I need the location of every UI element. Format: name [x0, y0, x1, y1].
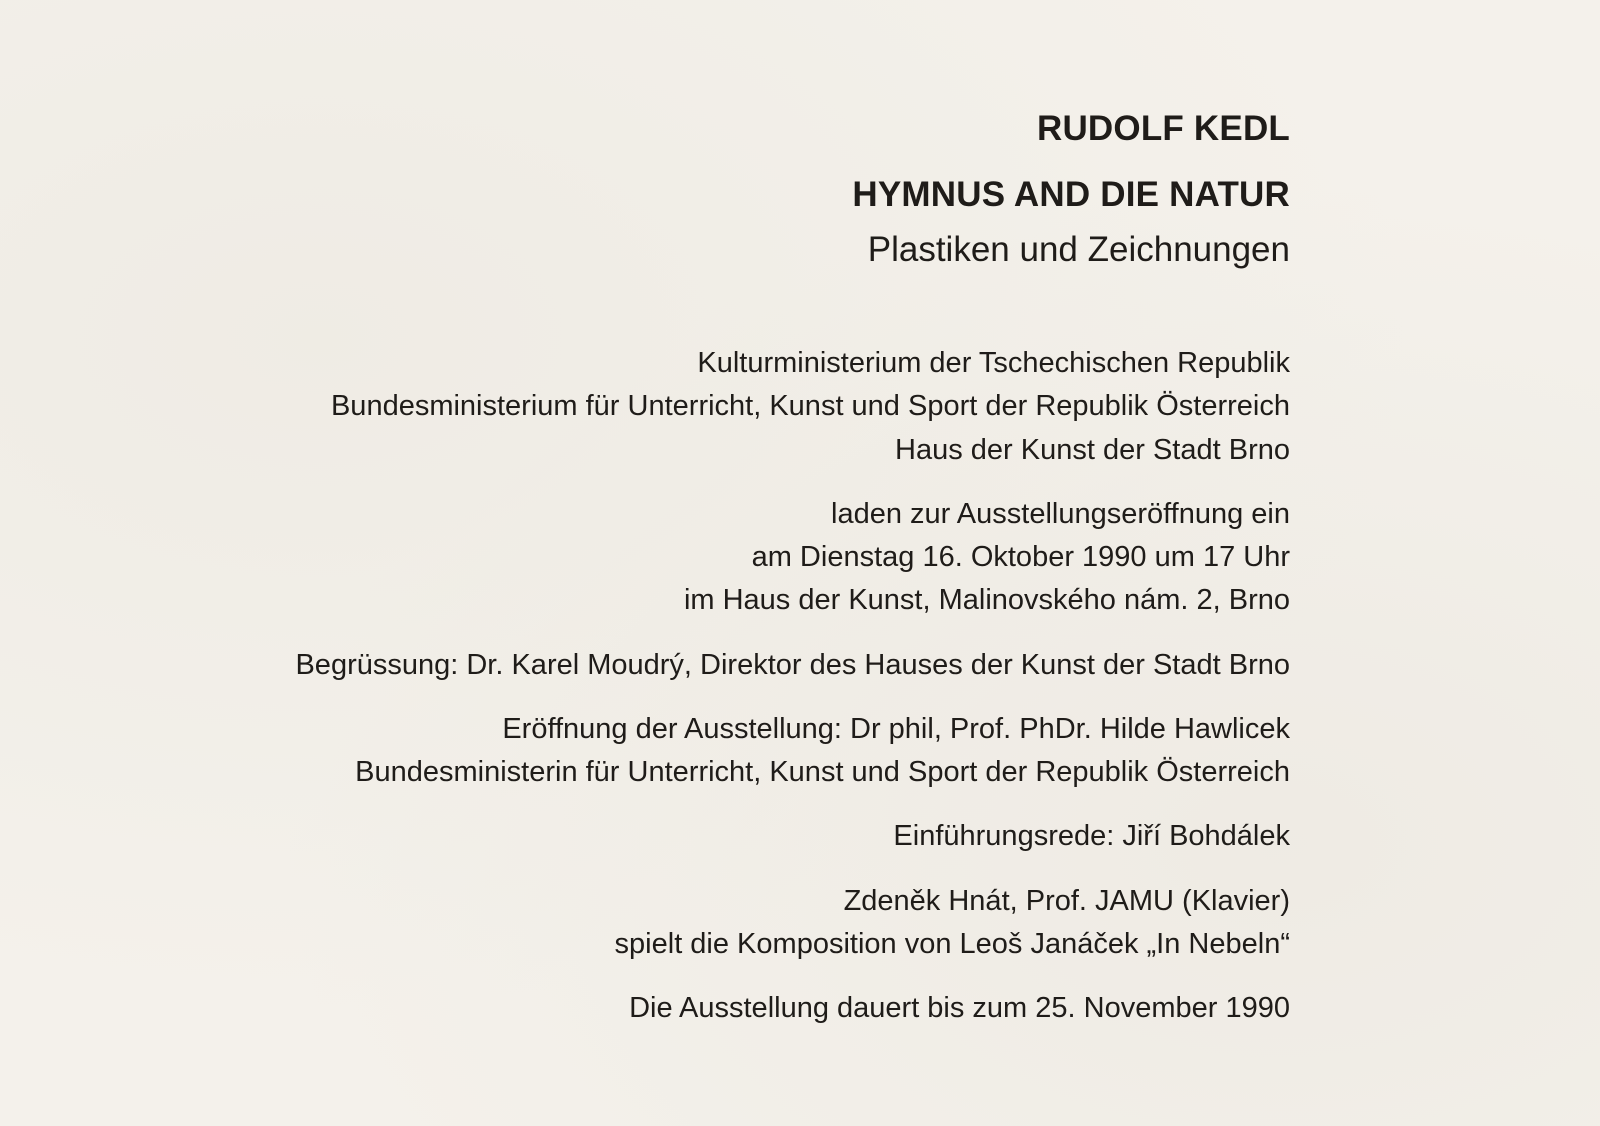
- greeting-line: Begrüssung: Dr. Karel Moudrý, Direktor des Hauses der Kunst der Stadt Brno: [295, 649, 1290, 681]
- host-line: Kulturministerium der Tschechischen Republik: [697, 347, 1290, 379]
- closing-line: Die Ausstellung dauert bis zum 25. November 1990: [629, 992, 1290, 1024]
- exhibition-title: HYMNUS AND DIE NATUR: [852, 175, 1290, 214]
- invitation-date: am Dienstag 16. Oktober 1990 um 17 Uhr: [751, 541, 1290, 573]
- host-line: Bundesministerium für Unterricht, Kunst und Sport der Republik Österreich: [330, 390, 1290, 422]
- opening-line: Bundesministerin für Unterricht, Kunst und Sport der Republik Österreich: [355, 756, 1290, 788]
- host-line: Haus der Kunst der Stadt Brno: [895, 434, 1290, 466]
- exhibition-subtitle: Plastiken und Zeichnungen: [867, 230, 1290, 269]
- artist-name: RUDOLF KEDL: [1036, 109, 1290, 148]
- invitation-line: laden zur Ausstellungseröffnung ein: [831, 498, 1290, 530]
- music-line: spielt die Komposition von Leoš Janáček „In Nebeln“: [614, 928, 1290, 960]
- invitation-venue: im Haus der Kunst, Malinovského nám. 2, Brno: [683, 584, 1290, 616]
- music-line: Zdeněk Hnát, Prof. JAMU (Klavier): [843, 885, 1290, 917]
- introduction-line: Einführungsrede: Jiří Bohdálek: [893, 820, 1290, 852]
- opening-line: Eröffnung der Ausstellung: Dr phil, Prof. PhDr. Hilde Hawlicek: [502, 713, 1290, 745]
